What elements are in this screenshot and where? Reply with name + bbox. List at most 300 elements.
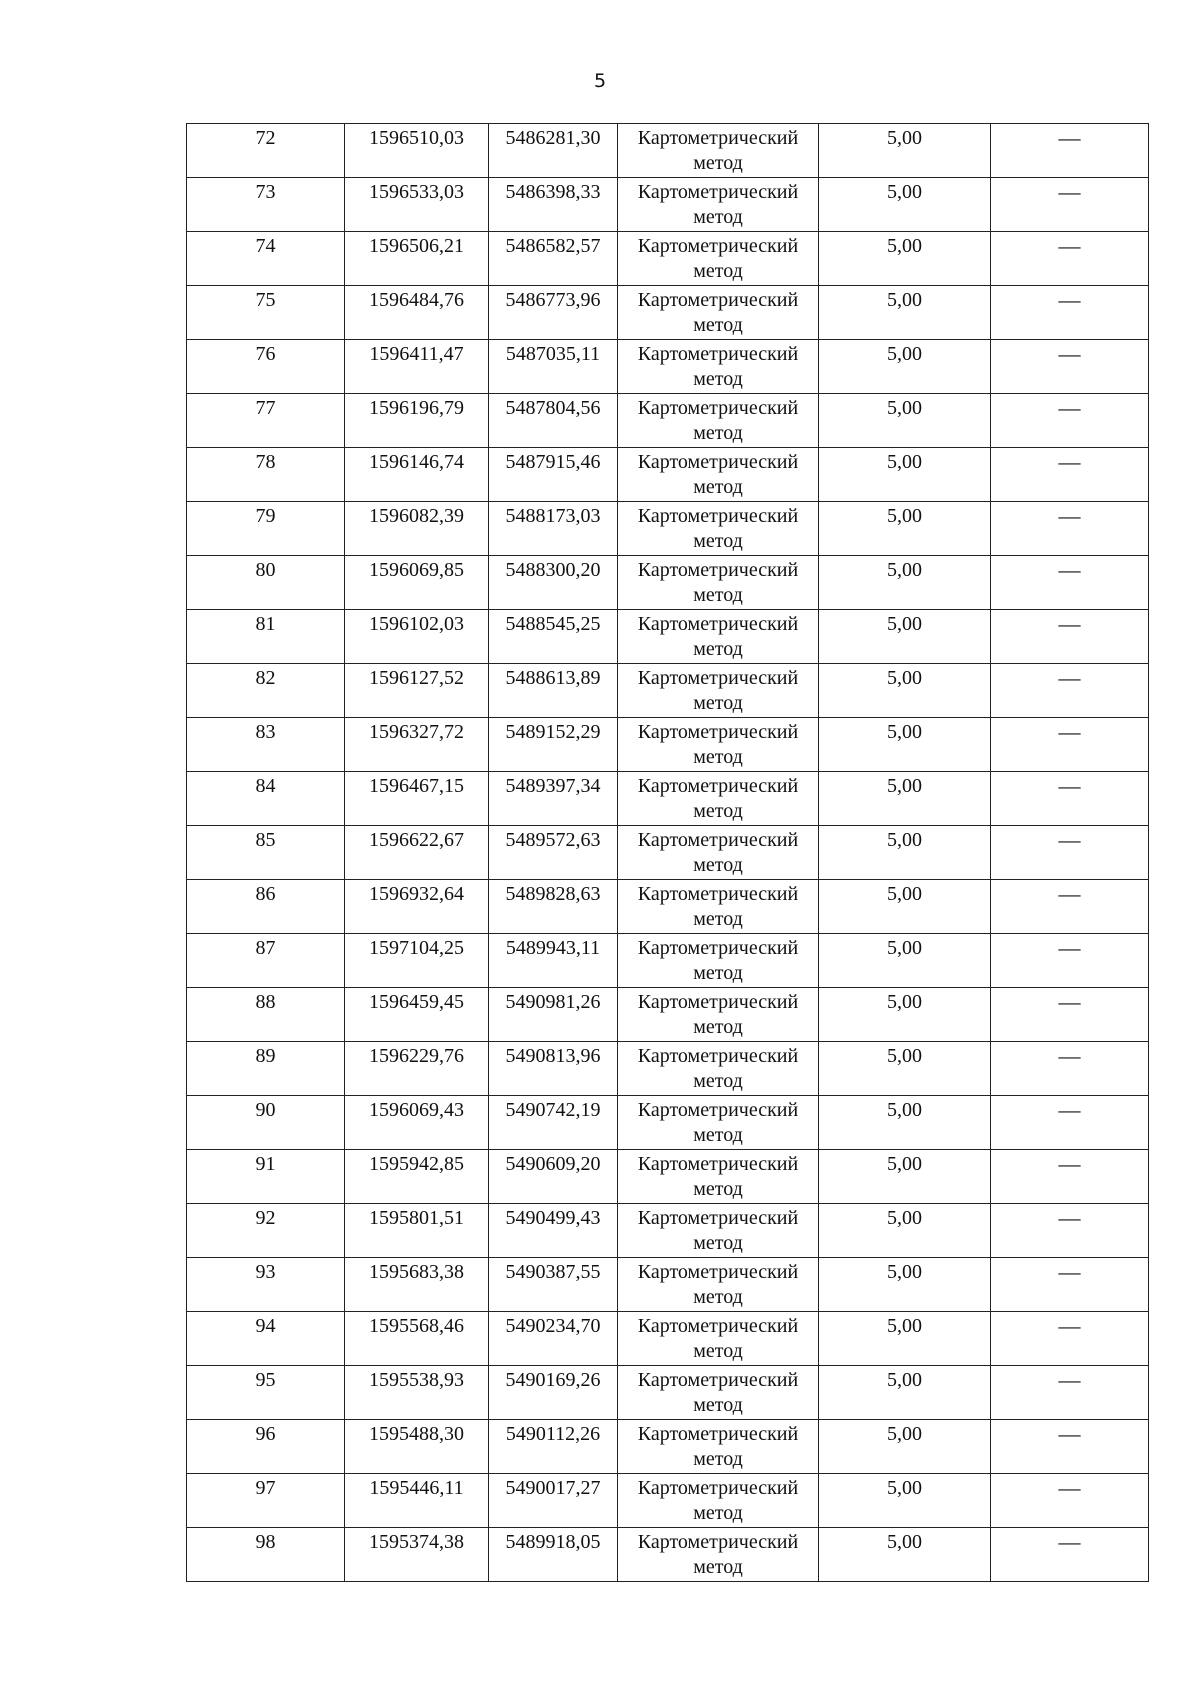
accuracy-cell — [819, 1096, 991, 1150]
x-coordinate-cell — [345, 1096, 489, 1150]
method-cell — [618, 556, 819, 610]
accuracy-text: 5,00 — [887, 397, 922, 419]
method-text: Картометрический метод — [637, 829, 799, 876]
point-number-cell — [187, 1528, 345, 1582]
method-text: Картометрический метод — [637, 1099, 799, 1146]
table-row — [187, 394, 1149, 448]
x-coordinate-text: 1596932,64 — [369, 883, 464, 905]
accuracy-text: 5,00 — [887, 1531, 922, 1553]
x-coordinate-text: 1596506,21 — [369, 235, 464, 257]
x-coordinate-text: 1596146,74 — [369, 451, 464, 473]
point-number-text: 88 — [255, 991, 276, 1013]
y-coordinate-cell — [489, 1096, 618, 1150]
accuracy-text: 5,00 — [887, 289, 922, 311]
method-text: Картометрический метод — [637, 1477, 799, 1524]
y-coordinate-cell — [489, 1420, 618, 1474]
accuracy-text: 5,00 — [887, 721, 922, 743]
method-cell — [618, 448, 819, 502]
y-coordinate-cell — [489, 880, 618, 934]
x-coordinate-text: 1596069,85 — [369, 559, 464, 581]
point-number-text: 87 — [255, 937, 276, 959]
point-number-text: 82 — [255, 667, 276, 689]
description-cell — [991, 826, 1149, 880]
x-coordinate-text: 1595568,46 — [369, 1315, 464, 1337]
accuracy-cell — [819, 1528, 991, 1582]
x-coordinate-cell — [345, 772, 489, 826]
table-row — [187, 1204, 1149, 1258]
accuracy-text: 5,00 — [887, 775, 922, 797]
y-coordinate-cell — [489, 610, 618, 664]
accuracy-cell — [819, 394, 991, 448]
method-cell — [618, 232, 819, 286]
y-coordinate-text: 5490499,43 — [505, 1207, 601, 1229]
method-text: Картометрический метод — [637, 235, 799, 282]
x-coordinate-text: 1596069,43 — [369, 1099, 464, 1121]
description-cell — [991, 340, 1149, 394]
description-cell — [991, 1528, 1149, 1582]
method-cell — [618, 1096, 819, 1150]
x-coordinate-text: 1595488,30 — [369, 1423, 464, 1445]
y-coordinate-text: 5489943,11 — [505, 937, 601, 959]
table-row — [187, 1258, 1149, 1312]
accuracy-cell — [819, 772, 991, 826]
y-coordinate-cell — [489, 502, 618, 556]
y-coordinate-cell — [489, 1366, 618, 1420]
description-cell — [991, 448, 1149, 502]
accuracy-cell — [819, 1258, 991, 1312]
table-row — [187, 1420, 1149, 1474]
method-text: Картометрический метод — [637, 613, 799, 660]
description-text: — — [1058, 233, 1081, 258]
point-number-cell — [187, 556, 345, 610]
point-number-cell — [187, 394, 345, 448]
method-cell — [618, 934, 819, 988]
description-cell — [991, 718, 1149, 772]
x-coordinate-text: 1596082,39 — [369, 505, 464, 527]
accuracy-cell — [819, 286, 991, 340]
x-coordinate-text: 1596229,76 — [369, 1045, 464, 1067]
y-coordinate-cell — [489, 556, 618, 610]
accuracy-text: 5,00 — [887, 937, 922, 959]
description-text: — — [1058, 1367, 1081, 1392]
method-cell — [618, 1420, 819, 1474]
description-cell — [991, 1420, 1149, 1474]
point-number-text: 86 — [255, 883, 276, 905]
accuracy-text: 5,00 — [887, 667, 922, 689]
description-cell — [991, 988, 1149, 1042]
point-number-cell — [187, 934, 345, 988]
method-text: Картометрический метод — [637, 991, 799, 1038]
table-row — [187, 826, 1149, 880]
point-number-text: 78 — [255, 451, 276, 473]
accuracy-cell — [819, 1312, 991, 1366]
point-number-cell — [187, 502, 345, 556]
point-number-text: 94 — [255, 1315, 276, 1337]
method-cell — [618, 772, 819, 826]
accuracy-text: 5,00 — [887, 1477, 922, 1499]
x-coordinate-text: 1596459,45 — [369, 991, 464, 1013]
description-text: — — [1058, 1151, 1081, 1176]
x-coordinate-text: 1596327,72 — [369, 721, 464, 743]
point-number-text: 89 — [255, 1045, 276, 1067]
method-cell — [618, 610, 819, 664]
point-number-cell — [187, 340, 345, 394]
point-number-text: 81 — [255, 613, 276, 635]
y-coordinate-text: 5488173,03 — [505, 505, 601, 527]
accuracy-text: 5,00 — [887, 1423, 922, 1445]
x-coordinate-cell — [345, 934, 489, 988]
description-cell — [991, 232, 1149, 286]
point-number-text: 72 — [255, 127, 276, 149]
method-cell — [618, 1474, 819, 1528]
x-coordinate-cell — [345, 1420, 489, 1474]
description-text: — — [1058, 449, 1081, 474]
y-coordinate-text: 5487035,11 — [505, 343, 601, 365]
method-text: Картометрический метод — [637, 721, 799, 768]
accuracy-cell — [819, 826, 991, 880]
description-cell — [991, 1204, 1149, 1258]
accuracy-text: 5,00 — [887, 559, 922, 581]
accuracy-cell — [819, 502, 991, 556]
method-cell — [618, 664, 819, 718]
point-number-text: 75 — [255, 289, 276, 311]
point-number-cell — [187, 988, 345, 1042]
x-coordinate-cell — [345, 448, 489, 502]
method-text: Картометрический метод — [637, 667, 799, 714]
method-cell — [618, 826, 819, 880]
y-coordinate-text: 5490981,26 — [505, 991, 601, 1013]
y-coordinate-cell — [489, 934, 618, 988]
x-coordinate-text: 1595801,51 — [369, 1207, 464, 1229]
method-text: Картометрический метод — [637, 505, 799, 552]
x-coordinate-text: 1595942,85 — [369, 1153, 464, 1175]
description-cell — [991, 880, 1149, 934]
y-coordinate-text: 5490387,55 — [505, 1261, 601, 1283]
method-cell — [618, 340, 819, 394]
method-cell — [618, 1528, 819, 1582]
y-coordinate-text: 5489152,29 — [505, 721, 601, 743]
description-cell — [991, 1312, 1149, 1366]
description-cell — [991, 1258, 1149, 1312]
x-coordinate-text: 1596102,03 — [369, 613, 464, 635]
method-text: Картометрический метод — [637, 1261, 799, 1308]
method-cell — [618, 502, 819, 556]
point-number-text: 92 — [255, 1207, 276, 1229]
x-coordinate-text: 1596411,47 — [369, 343, 464, 365]
description-text: — — [1058, 1097, 1081, 1122]
description-cell — [991, 286, 1149, 340]
y-coordinate-cell — [489, 286, 618, 340]
point-number-cell — [187, 1042, 345, 1096]
x-coordinate-cell — [345, 340, 489, 394]
x-coordinate-cell — [345, 880, 489, 934]
point-number-text: 84 — [255, 775, 276, 797]
method-text: Картометрический метод — [637, 181, 799, 228]
accuracy-cell — [819, 988, 991, 1042]
description-cell — [991, 610, 1149, 664]
point-number-text: 95 — [255, 1369, 276, 1391]
x-coordinate-cell — [345, 1312, 489, 1366]
accuracy-cell — [819, 178, 991, 232]
method-cell — [618, 286, 819, 340]
description-text: — — [1058, 125, 1081, 150]
y-coordinate-text: 5486281,30 — [505, 127, 601, 149]
description-text: — — [1058, 665, 1081, 690]
point-number-cell — [187, 772, 345, 826]
accuracy-cell — [819, 124, 991, 178]
method-text: Картометрический метод — [637, 397, 799, 444]
method-text: Картометрический метод — [637, 1369, 799, 1416]
x-coordinate-text: 1596196,79 — [369, 397, 464, 419]
x-coordinate-cell — [345, 664, 489, 718]
method-cell — [618, 1042, 819, 1096]
y-coordinate-text: 5488545,25 — [505, 613, 601, 635]
table-row — [187, 502, 1149, 556]
accuracy-text: 5,00 — [887, 613, 922, 635]
description-cell — [991, 556, 1149, 610]
method-text: Картометрический метод — [637, 1531, 799, 1578]
accuracy-text: 5,00 — [887, 505, 922, 527]
method-text: Картометрический метод — [637, 1315, 799, 1362]
y-coordinate-text: 5490112,26 — [505, 1423, 601, 1445]
accuracy-cell — [819, 1366, 991, 1420]
y-coordinate-cell — [489, 394, 618, 448]
description-cell — [991, 124, 1149, 178]
description-text: — — [1058, 989, 1081, 1014]
x-coordinate-text: 1596622,67 — [369, 829, 464, 851]
point-number-cell — [187, 286, 345, 340]
table-row — [187, 340, 1149, 394]
method-cell — [618, 1258, 819, 1312]
point-number-text: 74 — [255, 235, 276, 257]
x-coordinate-cell — [345, 718, 489, 772]
table-row — [187, 178, 1149, 232]
point-number-cell — [187, 178, 345, 232]
method-text: Картометрический метод — [637, 289, 799, 336]
description-text: — — [1058, 1313, 1081, 1338]
description-text: — — [1058, 179, 1081, 204]
table-row — [187, 1042, 1149, 1096]
method-text: Картометрический метод — [637, 1153, 799, 1200]
method-cell — [618, 988, 819, 1042]
accuracy-text: 5,00 — [887, 181, 922, 203]
accuracy-cell — [819, 664, 991, 718]
y-coordinate-text: 5490169,26 — [505, 1369, 601, 1391]
point-number-cell — [187, 880, 345, 934]
description-cell — [991, 772, 1149, 826]
accuracy-text: 5,00 — [887, 235, 922, 257]
method-text: Картометрический метод — [637, 937, 799, 984]
description-cell — [991, 502, 1149, 556]
y-coordinate-text: 5487804,56 — [505, 397, 601, 419]
description-text: — — [1058, 395, 1081, 420]
method-cell — [618, 718, 819, 772]
point-number-text: 98 — [255, 1531, 276, 1553]
y-coordinate-text: 5489828,63 — [505, 883, 601, 905]
description-cell — [991, 1474, 1149, 1528]
page-number: 5 — [593, 70, 607, 92]
accuracy-cell — [819, 232, 991, 286]
x-coordinate-cell — [345, 286, 489, 340]
x-coordinate-cell — [345, 988, 489, 1042]
x-coordinate-cell — [345, 1204, 489, 1258]
x-coordinate-text: 1596510,03 — [369, 127, 464, 149]
table-row — [187, 1528, 1149, 1582]
table-row — [187, 286, 1149, 340]
accuracy-text: 5,00 — [887, 451, 922, 473]
accuracy-cell — [819, 340, 991, 394]
point-number-text: 77 — [255, 397, 276, 419]
table-row — [187, 124, 1149, 178]
accuracy-text: 5,00 — [887, 127, 922, 149]
table-row — [187, 934, 1149, 988]
method-text: Картометрический метод — [637, 1423, 799, 1470]
point-number-cell — [187, 448, 345, 502]
x-coordinate-cell — [345, 232, 489, 286]
y-coordinate-cell — [489, 1042, 618, 1096]
point-number-text: 97 — [255, 1477, 276, 1499]
accuracy-cell — [819, 880, 991, 934]
accuracy-cell — [819, 556, 991, 610]
description-text: — — [1058, 1529, 1081, 1554]
table-row — [187, 664, 1149, 718]
accuracy-text: 5,00 — [887, 1099, 922, 1121]
y-coordinate-cell — [489, 772, 618, 826]
accuracy-text: 5,00 — [887, 1153, 922, 1175]
table-row — [187, 772, 1149, 826]
x-coordinate-text: 1596484,76 — [369, 289, 464, 311]
table-row — [187, 880, 1149, 934]
method-cell — [618, 1366, 819, 1420]
x-coordinate-text: 1596467,15 — [369, 775, 464, 797]
y-coordinate-cell — [489, 826, 618, 880]
description-text: — — [1058, 611, 1081, 636]
x-coordinate-cell — [345, 1042, 489, 1096]
table-row — [187, 232, 1149, 286]
accuracy-cell — [819, 1042, 991, 1096]
table-row — [187, 1312, 1149, 1366]
table-row — [187, 448, 1149, 502]
accuracy-text: 5,00 — [887, 1261, 922, 1283]
accuracy-text: 5,00 — [887, 1315, 922, 1337]
table-row — [187, 1150, 1149, 1204]
description-cell — [991, 1042, 1149, 1096]
point-number-cell — [187, 1096, 345, 1150]
table-row — [187, 610, 1149, 664]
y-coordinate-cell — [489, 988, 618, 1042]
method-cell — [618, 394, 819, 448]
description-text: — — [1058, 827, 1081, 852]
description-text: — — [1058, 287, 1081, 312]
point-number-cell — [187, 1366, 345, 1420]
point-number-cell — [187, 1258, 345, 1312]
method-cell — [618, 1150, 819, 1204]
method-text: Картометрический метод — [637, 559, 799, 606]
x-coordinate-text: 1597104,25 — [369, 937, 464, 959]
method-text: Картометрический метод — [637, 1045, 799, 1092]
method-cell — [618, 880, 819, 934]
method-cell — [618, 1312, 819, 1366]
accuracy-cell — [819, 1204, 991, 1258]
y-coordinate-cell — [489, 1150, 618, 1204]
point-number-cell — [187, 232, 345, 286]
y-coordinate-cell — [489, 1474, 618, 1528]
y-coordinate-text: 5490609,20 — [505, 1153, 601, 1175]
description-cell — [991, 178, 1149, 232]
y-coordinate-text: 5489572,63 — [505, 829, 601, 851]
point-number-cell — [187, 718, 345, 772]
x-coordinate-cell — [345, 1474, 489, 1528]
description-text: — — [1058, 1475, 1081, 1500]
y-coordinate-cell — [489, 1312, 618, 1366]
x-coordinate-cell — [345, 178, 489, 232]
point-number-text: 80 — [255, 559, 276, 581]
y-coordinate-cell — [489, 1204, 618, 1258]
accuracy-cell — [819, 610, 991, 664]
description-text: — — [1058, 1205, 1081, 1230]
table-row — [187, 1474, 1149, 1528]
description-cell — [991, 1366, 1149, 1420]
description-text: — — [1058, 341, 1081, 366]
method-text: Картометрический метод — [637, 343, 799, 390]
accuracy-text: 5,00 — [887, 883, 922, 905]
method-text: Картометрический метод — [637, 1207, 799, 1254]
method-text: Картометрический метод — [637, 775, 799, 822]
description-text: — — [1058, 1421, 1081, 1446]
method-text: Картометрический метод — [637, 127, 799, 174]
y-coordinate-cell — [489, 1258, 618, 1312]
y-coordinate-cell — [489, 718, 618, 772]
table-body — [187, 124, 1149, 1582]
table-row — [187, 718, 1149, 772]
accuracy-cell — [819, 934, 991, 988]
point-number-text: 79 — [255, 505, 276, 527]
description-text: — — [1058, 1259, 1081, 1284]
description-text: — — [1058, 503, 1081, 528]
y-coordinate-text: 5488300,20 — [505, 559, 601, 581]
description-text: — — [1058, 881, 1081, 906]
y-coordinate-cell — [489, 664, 618, 718]
x-coordinate-cell — [345, 556, 489, 610]
point-number-text: 93 — [255, 1261, 276, 1283]
description-cell — [991, 934, 1149, 988]
x-coordinate-cell — [345, 1366, 489, 1420]
description-cell — [991, 1150, 1149, 1204]
table-row — [187, 1096, 1149, 1150]
point-number-cell — [187, 664, 345, 718]
x-coordinate-cell — [345, 610, 489, 664]
accuracy-cell — [819, 448, 991, 502]
y-coordinate-cell — [489, 178, 618, 232]
point-number-cell — [187, 1312, 345, 1366]
description-text: — — [1058, 773, 1081, 798]
point-number-text: 91 — [255, 1153, 276, 1175]
coordinates-table — [186, 123, 1149, 1582]
y-coordinate-cell — [489, 448, 618, 502]
y-coordinate-cell — [489, 1528, 618, 1582]
table-row — [187, 556, 1149, 610]
y-coordinate-text: 5488613,89 — [505, 667, 601, 689]
method-cell — [618, 178, 819, 232]
x-coordinate-cell — [345, 124, 489, 178]
accuracy-text: 5,00 — [887, 1369, 922, 1391]
description-cell — [991, 1096, 1149, 1150]
point-number-text: 76 — [255, 343, 276, 365]
point-number-text: 96 — [255, 1423, 276, 1445]
point-number-cell — [187, 1420, 345, 1474]
description-text: — — [1058, 719, 1081, 744]
y-coordinate-text: 5490742,19 — [505, 1099, 601, 1121]
